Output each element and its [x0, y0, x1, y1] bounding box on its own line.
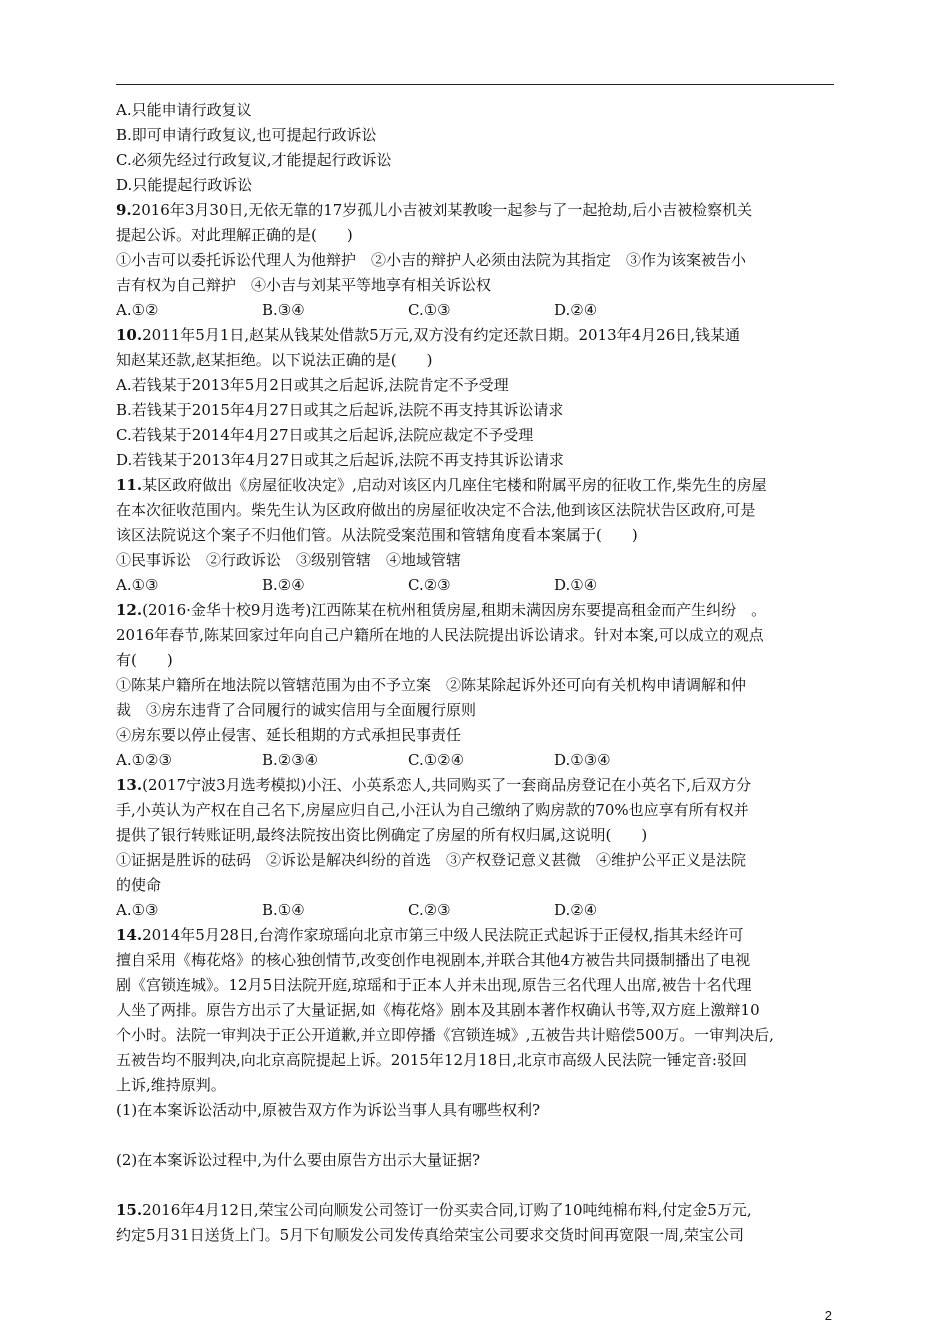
q13-option-a: A.①③ — [116, 901, 159, 919]
q10-line-2: 知赵某还款,赵某拒绝。以下说法正确的是( ) — [116, 351, 433, 369]
q11-option-a: A.①③ — [116, 576, 159, 594]
q15-text: 2016年4月12日,荣宝公司向顺发公司签订一份买卖合同,订购了10吨纯棉布料,付定金5万元, — [142, 1201, 752, 1219]
q10-line-1 — [116, 323, 836, 348]
q12-line-3: 有( ) — [116, 651, 173, 669]
q9-option-b: B.③④ — [262, 301, 305, 319]
q10-option-c: C.若钱某于2014年4月27日或其之后起诉,法院应裁定不予受理 — [116, 426, 534, 444]
q11-option-b: B.②④ — [262, 576, 305, 594]
q12-number: 12. — [116, 601, 143, 619]
q9-options — [116, 298, 836, 323]
q12-line-2: 2016年春节,陈某回家过年向自己户籍所在地的人民法院提出诉讼请求。针对本案,可以成立的观点 — [116, 626, 764, 644]
q15-line-1 — [116, 1198, 836, 1223]
q14-number: 14. — [116, 926, 143, 944]
q11-number: 11. — [116, 476, 143, 494]
q12-option-b: B.②③④ — [262, 751, 319, 769]
q11-text: 某区政府做出《房屋征收决定》,启动对该区内几座住宅楼和附属平房的征收工作,柴先生的房屋 — [142, 476, 767, 494]
q14-line-4: 人坐了两排。原告方出示了大量证据,如《梅花烙》剧本及其剧本著作权确认书等,双方庭上激辩10 — [116, 1001, 760, 1019]
q12-option-a: A.①②③ — [116, 751, 172, 769]
q13-option-b: B.①④ — [262, 901, 305, 919]
q15-number: 15. — [116, 1201, 143, 1219]
q12-line-6: ④房东要以停止侵害、延长租期的方式承担民事责任 — [116, 726, 462, 744]
q11-line-2: 在本次征收范围内。柴先生认为区政府做出的房屋征收决定不合法,他到该区法院状告区政府,可是 — [116, 501, 756, 519]
q10-option-b: B.若钱某于2015年4月27日或其之后起诉,法院不再支持其诉讼请求 — [116, 401, 564, 419]
q8-option-c: C.必须先经过行政复议,才能提起行政诉讼 — [116, 151, 392, 169]
q11-options — [116, 573, 836, 598]
q11-line-1 — [116, 473, 836, 498]
q11-line-4: ①民事诉讼 ②行政诉讼 ③级别管辖 ④地域管辖 — [116, 551, 462, 569]
q10-number: 10. — [116, 326, 143, 344]
q12-text: (2016·金华十校9月选考)江西陈某在杭州租赁房屋,租期未满因房东要提高租金而产生纠纷 。 — [142, 601, 767, 619]
header-rule — [116, 84, 834, 85]
q14-line-5: 个小时。法院一审判决于正公开道歉,并立即停播《宫锁连城》,五被告共计赔偿500万。一审判决后, — [116, 1026, 774, 1044]
q13-line-4: ①证据是胜诉的砝码 ②诉讼是解决纠纷的首选 ③产权登记意义甚微 ④维护公平正义是法院 — [116, 851, 747, 869]
q8-option-a: A.只能申请行政复议 — [116, 101, 252, 119]
q13-line-1 — [116, 773, 836, 798]
q14-line-7: 上诉,维持原判。 — [116, 1076, 226, 1094]
q9-line-2: 提起公诉。对此理解正确的是( ) — [116, 226, 353, 244]
q14-subquestion-1: (1)在本案诉讼活动中,原被告双方作为诉讼当事人具有哪些权利? — [116, 1101, 541, 1119]
q8-option-b: B.即可申请行政复议,也可提起行政诉讼 — [116, 126, 377, 144]
q13-line-3: 提供了银行转账证明,最终法院按出资比例确定了房屋的所有权归属,这说明( ) — [116, 826, 648, 844]
page-content — [116, 98, 836, 1248]
q14-text: 2014年5月28日,台湾作家琼瑶向北京市第三中级人民法院正式起诉于正侵权,指其未经许可 — [142, 926, 744, 944]
q9-option-d: D.②④ — [554, 301, 598, 319]
q9-option-c: C.①③ — [408, 301, 451, 319]
q13-option-d: D.②④ — [554, 901, 598, 919]
q12-line-4: ①陈某户籍所在地法院以管辖范围为由不予立案 ②陈某除起诉外还可向有关机构申请调解和仲 — [116, 676, 747, 694]
q12-option-d: D.①③④ — [554, 751, 611, 769]
q9-line-3: ①小吉可以委托诉讼代理人为他辩护 ②小吉的辩护人必须由法院为其指定 ③作为该案被告小 — [116, 251, 747, 269]
q12-options — [116, 748, 836, 773]
q15-line-2: 约定5月31日送货上门。5月下旬顺发公司发传真给荣宝公司要求交货时间再宽限一周,荣宝公司 — [116, 1226, 744, 1244]
q11-option-d: D.①④ — [554, 576, 598, 594]
q12-line-5: 裁 ③房东违背了合同履行的诚实信用与全面履行原则 — [116, 701, 477, 719]
q13-number: 13. — [116, 776, 143, 794]
q9-text: 2016年3月30日,无依无靠的17岁孤儿小吉被刘某教唆一起参与了一起抢劫,后小吉被检察机关 — [131, 201, 753, 219]
q10-option-a: A.若钱某于2013年5月2日或其之后起诉,法院肯定不予受理 — [116, 376, 509, 394]
q14-subquestion-2: (2)在本案诉讼过程中,为什么要由原告方出示大量证据? — [116, 1151, 481, 1169]
q11-option-c: C.②③ — [408, 576, 451, 594]
q14-line-3: 剧《宫锁连城》。12月5日法院开庭,琼瑶和于正本人并未出现,原告三名代理人出席,被告十名代理 — [116, 976, 752, 994]
page-number: 2 — [824, 1308, 832, 1323]
q9-option-a: A.①② — [116, 301, 159, 319]
q14-line-6: 五被告均不服判决,向北京高院提起上诉。2015年12月18日,北京市高级人民法院一锤定音:驳回 — [116, 1051, 747, 1069]
q13-options — [116, 898, 836, 923]
q11-line-3: 该区法院说这个案子不归他们管。从法院受案范围和管辖角度看本案属于( ) — [116, 526, 638, 544]
q9-line-1 — [116, 198, 836, 223]
q13-line-2: 手,小英认为产权在自己名下,房屋应归自己,小汪认为自己缴纳了购房款的70%也应享有所有权并 — [116, 801, 749, 819]
q9-number: 9. — [116, 201, 132, 219]
q14-line-1 — [116, 923, 836, 948]
q14-line-2: 擅自采用《梅花烙》的核心独创情节,改变创作电视剧本,并联合其他4方被告共同摄制播出了电视 — [116, 951, 751, 969]
q12-line-1 — [116, 598, 836, 623]
q13-text: (2017宁波3月选考模拟)小汪、小英系恋人,共同购买了一套商品房登记在小英名下,后双方分 — [142, 776, 752, 794]
q10-option-d: D.若钱某于2013年4月27日或其之后起诉,法院不再支持其诉讼请求 — [116, 451, 564, 469]
q13-option-c: C.②③ — [408, 901, 451, 919]
q10-text: 2011年5月1日,赵某从钱某处借款5万元,双方没有约定还款日期。2013年4月26日,钱某通 — [142, 326, 741, 344]
q12-option-c: C.①②④ — [408, 751, 465, 769]
q9-line-4: 吉有权为自己辩护 ④小吉与刘某平等地享有相关诉讼权 — [116, 276, 492, 294]
q13-line-5: 的使命 — [116, 876, 162, 894]
q8-option-d: D.只能提起行政诉讼 — [116, 176, 253, 194]
